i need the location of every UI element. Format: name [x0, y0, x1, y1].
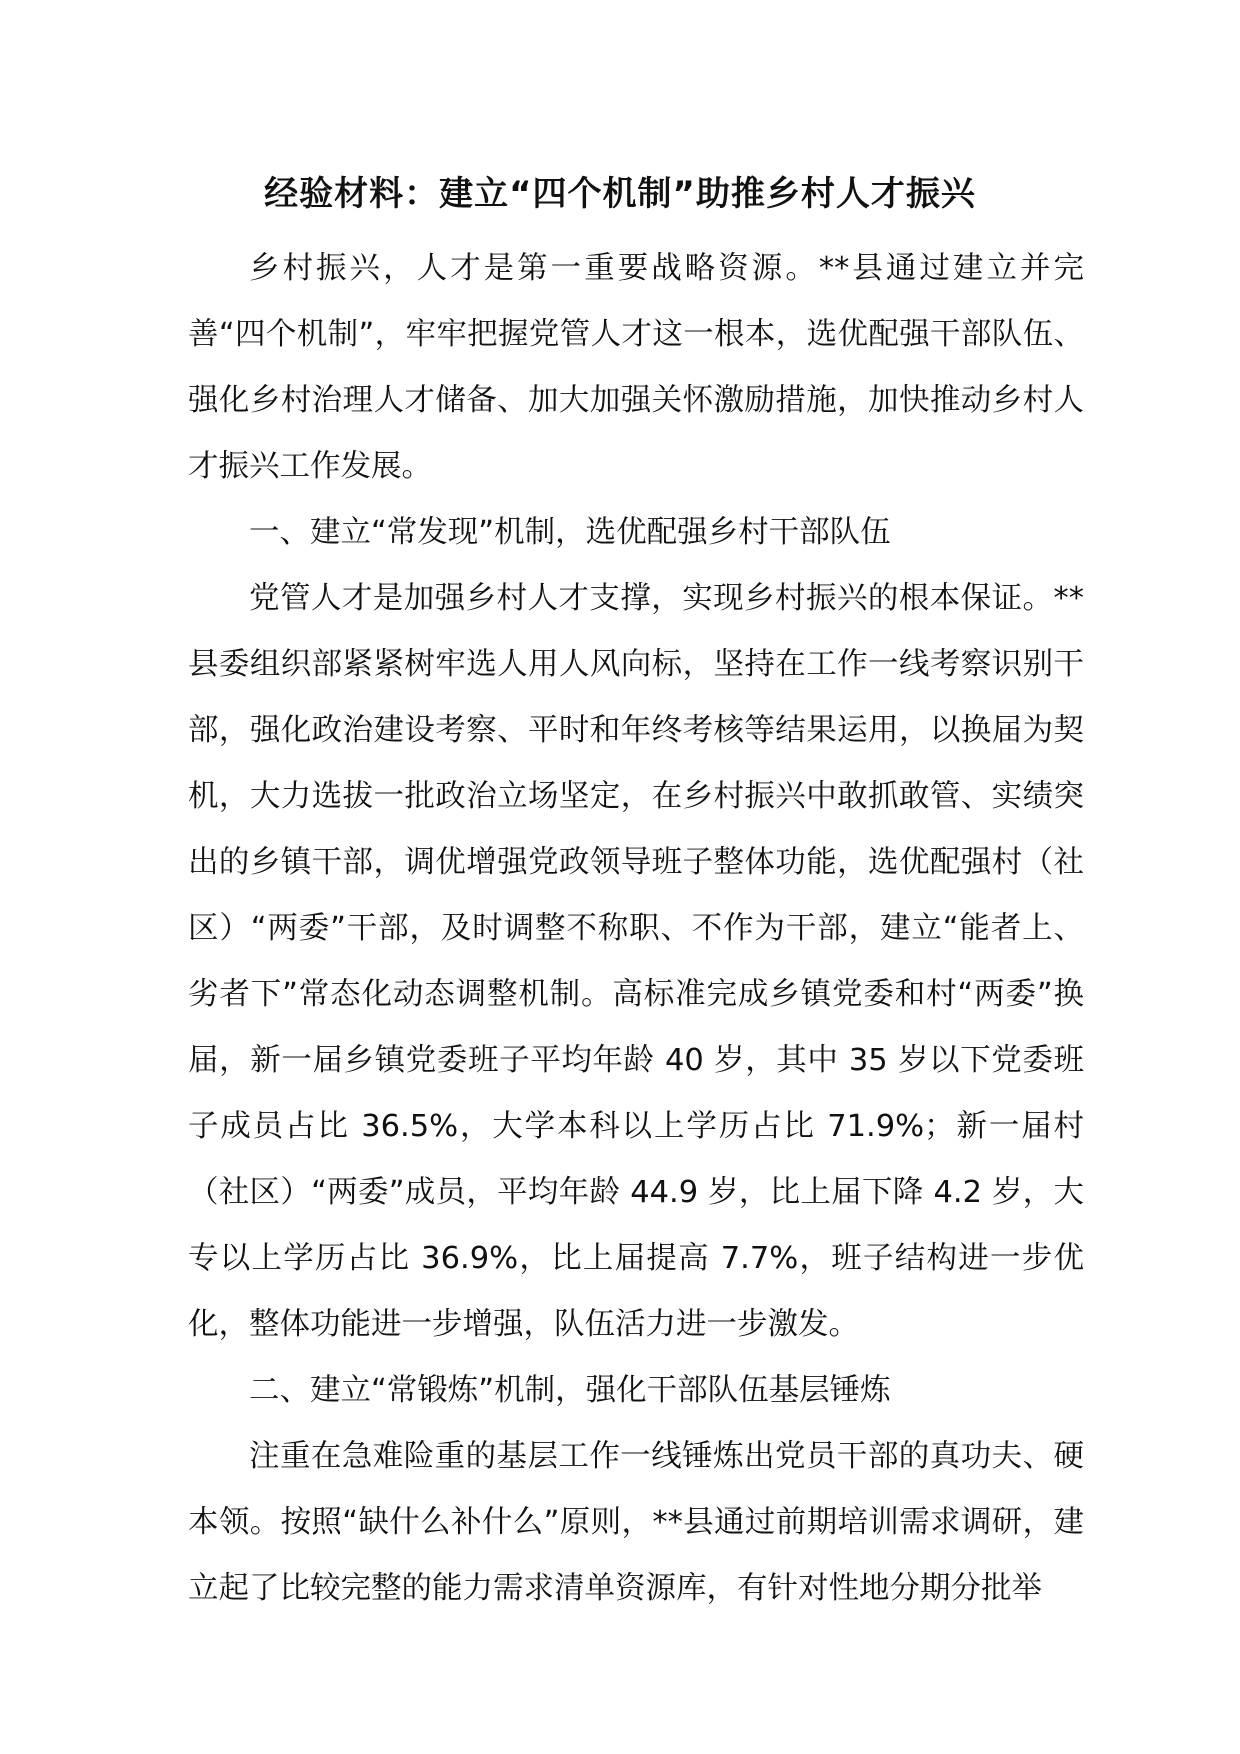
document-title: 经验材料：建立“四个机制”助推乡村人才振兴 [264, 174, 976, 214]
intro-paragraph: 乡村振兴，人才是第一重要战略资源。**县通过建立并完善“四个机制”，牢牢把握党管人才这一根本，选优配强干部队伍、强化乡村治理人才储备、加大加强关怀激励措施，加快推动乡村人才振兴工作发展。 [188, 251, 1084, 484]
document-body [188, 236, 1084, 1622]
section-2-paragraph: 注重在急难险重的基层工作一线锤炼出党员干部的真功夫、硬本领。按照“缺什么补什么”原则，**县通过前期培训需求调研，建立起了比较完整的能力需求清单资源库，有针对性地分期分批举 [188, 1439, 1084, 1606]
section-1-paragraph: 党管人才是加强乡村人才支撑，实现乡村振兴的根本保证。**县委组织部紧紧树牢选人用人风向标，坚持在工作一线考察识别干部，强化政治建设考察、平时和年终考核等结果运用，以换届为契机，大力选拔一批政治立场坚定，在乡村振兴中敢抓敢管、实绩突出的乡镇干部，调优增强党政领导班子整体功能，选优配强村（社区）“两委”干部，及时调整不称职、不作为干部，建立“能者上、劣者下”常态化动态调整机制。高标准完成乡镇党委和村“两委”换届，新一届乡镇党委班子平均年龄 40 岁，其中 35 岁以下党委班子成员占比 36.5%，大学本科以上学历占比 71.9%；新一届村（社区）“两委”成员，平均年龄 44.9 岁，比上届下降 4.2 岁，大专以上学历占比 36.9%，比上届提高 7.7%，班子结构进一步优化，整体功能进一步增强，队伍活力进一步激发。 [188, 581, 1084, 1342]
section-heading-2: 二、建立“常锻炼”机制，强化干部队伍基层锤炼 [249, 1373, 891, 1408]
section-heading-1: 一、建立“常发现”机制，选优配强乡村干部队伍 [249, 515, 891, 550]
